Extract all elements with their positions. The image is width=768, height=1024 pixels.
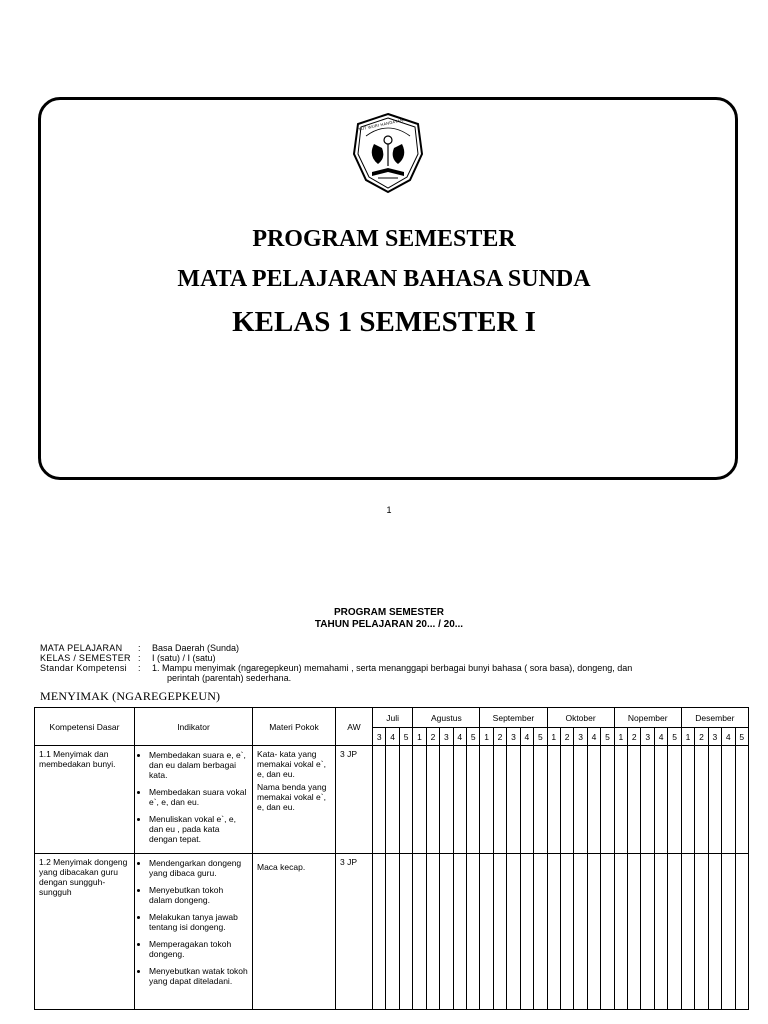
meta-value: Basa Daerah (Sunda) (152, 643, 240, 653)
week-header: 1 (681, 728, 694, 746)
indikator-item: • Mendengarkan dongeng yang dibaca guru. (149, 858, 248, 878)
aw-text: 3 JP (340, 857, 358, 867)
week-cell (466, 746, 479, 854)
week-cell (507, 854, 520, 1010)
month-header-row (35, 708, 749, 728)
month-header: Juli (373, 708, 413, 728)
indikator-item: • Membedakan suara vokal e`, e, dan eu. (149, 787, 248, 807)
header-indikator: Indikator (135, 708, 253, 746)
header-materi: Materi Pokok (253, 708, 336, 746)
week-cell (722, 854, 735, 1010)
week-cell (654, 854, 667, 1010)
week-cell (373, 746, 386, 854)
meta-colon: : (138, 653, 141, 663)
meta-key (40, 673, 138, 683)
kd-cell (35, 854, 135, 1010)
meta-colon: : (138, 643, 141, 653)
week-header: 1 (614, 728, 627, 746)
meta-row-class (40, 653, 712, 663)
week-header: 3 (708, 728, 721, 746)
week-cell (681, 854, 694, 1010)
week-cell (681, 746, 694, 854)
section-heading: MENYIMAK (NGAREGEPKEUN) (40, 689, 221, 703)
week-cell (574, 746, 587, 854)
indikator-item: • Memperagakan tokoh dongeng. (149, 939, 248, 959)
week-cell (614, 854, 627, 1010)
week-header: 3 (373, 728, 386, 746)
indikator-cell (135, 854, 253, 1010)
week-cell (708, 854, 721, 1010)
week-cell (587, 854, 600, 1010)
week-cell (453, 746, 466, 854)
indikator-item: • Melakukan tanya jawab tentang isi dongeng. (149, 912, 248, 932)
week-header: 5 (399, 728, 412, 746)
week-cell (587, 746, 600, 854)
week-header: 2 (426, 728, 439, 746)
month-header: September (480, 708, 547, 728)
meta-value: perintah (parentah) sederhana. (152, 673, 292, 683)
week-header: 3 (440, 728, 453, 746)
week-header: 2 (695, 728, 708, 746)
month-header: Nopember (614, 708, 681, 728)
meta-key: KELAS / SEMESTER (40, 653, 131, 663)
week-cell (574, 854, 587, 1010)
week-cell (480, 854, 493, 1010)
week-cell (440, 746, 453, 854)
indikator-item: • Menuliskan vokal e`, e, dan eu , pada kata dengan tepat. (149, 814, 248, 844)
week-header: 4 (386, 728, 399, 746)
cover-title-program: PROGRAM SEMESTER (252, 226, 516, 252)
week-header: 5 (601, 728, 614, 746)
week-cell (628, 746, 641, 854)
kd-text: 1.2 Menyimak dongeng yang dibacakan guru dengan sungguh-sungguh (39, 857, 128, 897)
week-cell (735, 854, 748, 1010)
meta-row-competency (40, 663, 712, 673)
week-cell (399, 746, 412, 854)
week-cell (628, 854, 641, 1010)
week-cell (534, 854, 547, 1010)
week-header: 4 (654, 728, 667, 746)
week-cell (426, 746, 439, 854)
week-cell (399, 854, 412, 1010)
week-cell (547, 746, 560, 854)
aw-text: 3 JP (340, 749, 358, 759)
week-cell (520, 746, 533, 854)
materi-cell (253, 746, 336, 854)
meta-key: Standar Kompetensi (40, 663, 127, 673)
program-table (34, 707, 749, 1010)
week-cell (507, 746, 520, 854)
week-cell (386, 854, 399, 1010)
week-header: 4 (722, 728, 735, 746)
cover-title-class: KELAS 1 SEMESTER I (232, 306, 536, 338)
week-header: 3 (641, 728, 654, 746)
week-header: 5 (466, 728, 479, 746)
week-cell (601, 746, 614, 854)
week-cell (413, 854, 426, 1010)
week-cell (413, 746, 426, 854)
indikator-item: • Menyebutkan watak tokoh yang dapat diteladani. (149, 966, 248, 986)
week-cell (560, 854, 573, 1010)
indikator-item: • Menyebutkan tokoh dalam dongeng. (149, 885, 248, 905)
meta-value: 1. Mampu menyimak (ngaregepkeun) memahami , serta menanggapi berbagai bunyi bahasa ( sora basa), dongeng, dan (152, 663, 633, 673)
week-cell (440, 854, 453, 1010)
week-cell (668, 854, 681, 1010)
kd-cell (35, 746, 135, 854)
header-kompetensi: Kompetensi Dasar (35, 708, 135, 746)
meta-row-subject (40, 643, 712, 653)
week-cell (668, 746, 681, 854)
month-header: Desember (681, 708, 748, 728)
week-cell (547, 854, 560, 1010)
logo-motto: TUT WURI HANDAYANI (357, 117, 405, 132)
meta-key: MATA PELAJARAN (40, 643, 123, 653)
week-header: 4 (520, 728, 533, 746)
week-header: 5 (735, 728, 748, 746)
month-header: Agustus (413, 708, 480, 728)
week-cell (453, 854, 466, 1010)
meta-row-competency-cont (40, 673, 712, 683)
meta-colon: : (138, 663, 141, 673)
week-cell (534, 746, 547, 854)
doc-meta (40, 643, 712, 683)
materi-text: Nama benda yang memakai vokal e`, e, dan eu. (257, 782, 327, 812)
week-header: 2 (493, 728, 506, 746)
materi-text: Maca kecap. (257, 862, 306, 872)
page-number: 1 (386, 505, 392, 515)
meta-colon (138, 673, 152, 683)
doc-subtitle: TAHUN PELAJARAN 20... / 20... (314, 619, 464, 630)
week-cell (386, 746, 399, 854)
week-cell (735, 746, 748, 854)
meta-value: I (satu) / I (satu) (152, 653, 216, 663)
kd-text: 1.1 Menyimak dan membedakan bunyi. (39, 749, 116, 769)
week-cell (654, 746, 667, 854)
table-row (35, 746, 749, 854)
week-header: 4 (453, 728, 466, 746)
week-cell (641, 854, 654, 1010)
week-cell (520, 854, 533, 1010)
week-cell (480, 746, 493, 854)
materi-text: Kata- kata yang memakai vokal e`, e, dan eu. (257, 749, 326, 779)
week-cell (373, 854, 386, 1010)
week-cell (466, 854, 479, 1010)
indikator-item: • Membedakan suara e, e`, dan eu dalam berbagai kata. (149, 750, 248, 780)
table-row (35, 854, 749, 1010)
week-header: 2 (560, 728, 573, 746)
week-header: 1 (413, 728, 426, 746)
aw-cell (336, 854, 373, 1010)
week-header: 2 (628, 728, 641, 746)
week-cell (601, 854, 614, 1010)
week-cell (695, 854, 708, 1010)
week-header: 1 (547, 728, 560, 746)
week-cell (722, 746, 735, 854)
week-header: 5 (668, 728, 681, 746)
week-header: 1 (480, 728, 493, 746)
month-header: Oktober (547, 708, 614, 728)
cover-title-subject: MATA PELAJARAN BAHASA SUNDA (177, 266, 591, 292)
aw-cell (336, 746, 373, 854)
week-header: 3 (574, 728, 587, 746)
week-cell (426, 854, 439, 1010)
week-cell (560, 746, 573, 854)
week-cell (493, 854, 506, 1010)
header-aw: AW (336, 708, 373, 746)
week-cell (641, 746, 654, 854)
doc-title: PROGRAM SEMESTER (333, 607, 444, 618)
materi-cell (253, 854, 336, 1010)
indikator-cell (135, 746, 253, 854)
week-cell (695, 746, 708, 854)
week-cell (614, 746, 627, 854)
week-header: 3 (507, 728, 520, 746)
week-cell (493, 746, 506, 854)
week-cell (708, 746, 721, 854)
week-header: 4 (587, 728, 600, 746)
week-header: 5 (534, 728, 547, 746)
